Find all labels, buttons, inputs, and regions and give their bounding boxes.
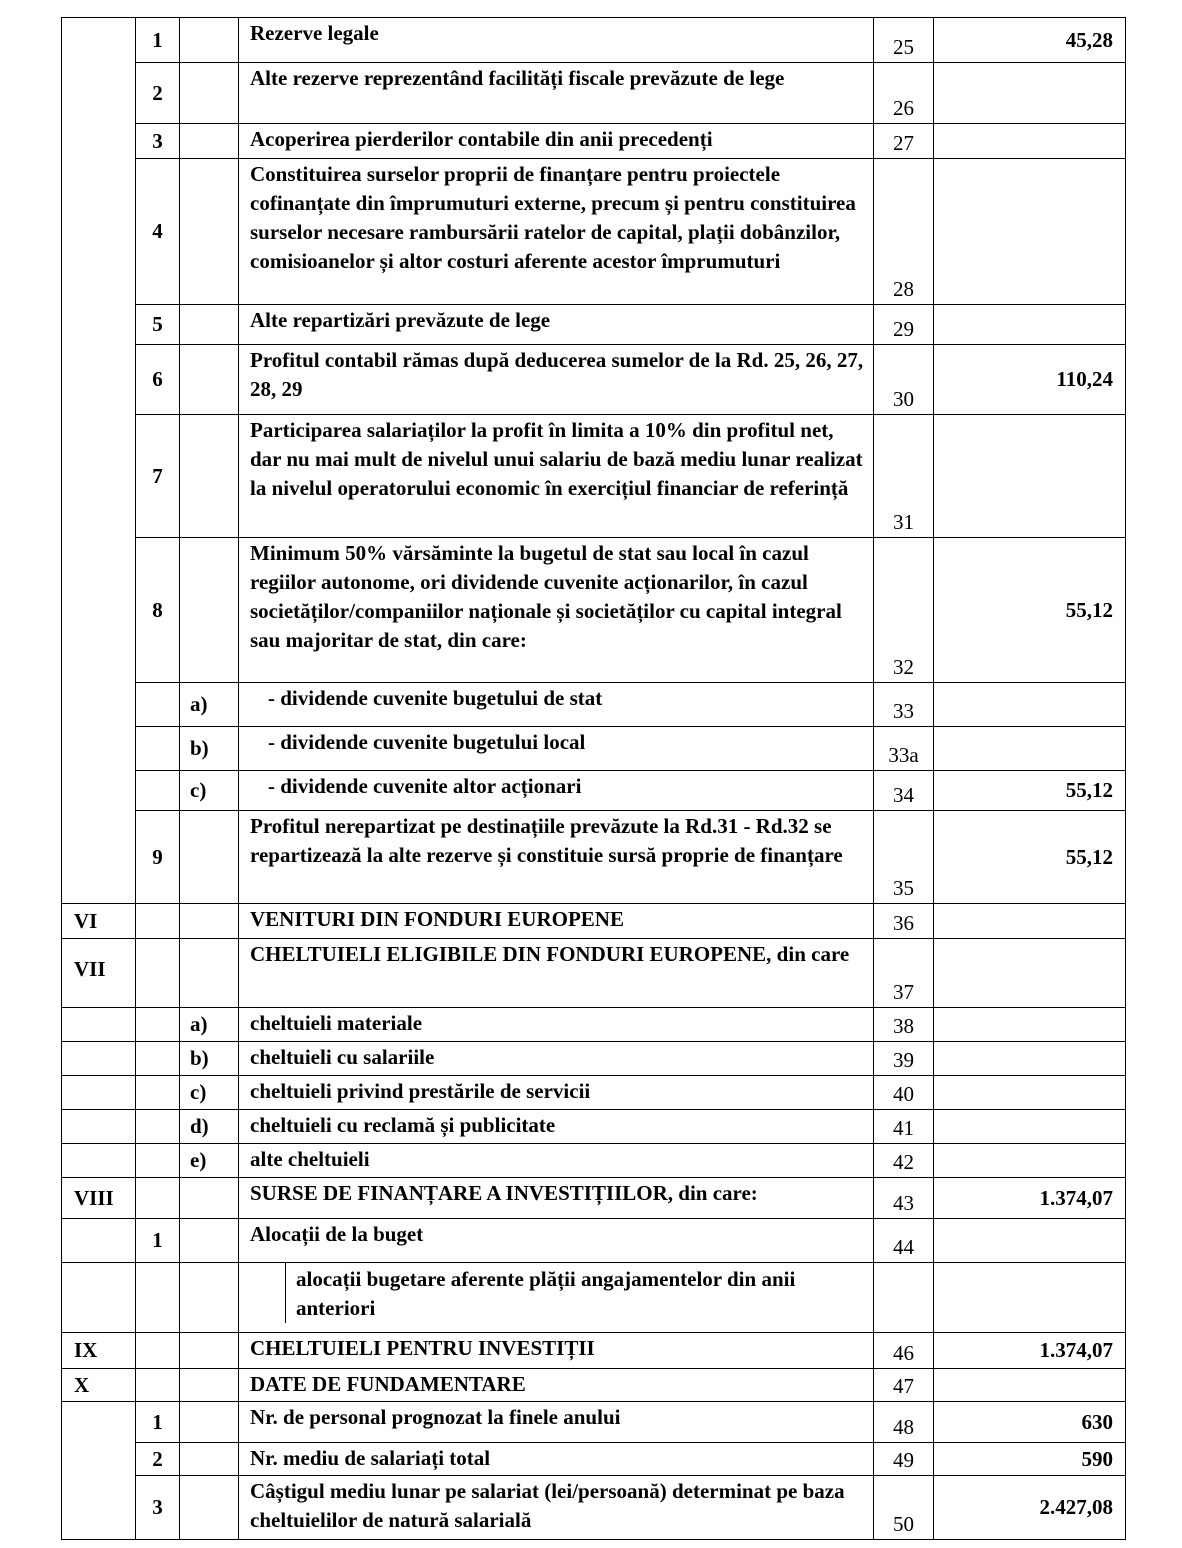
sub-letter: b) xyxy=(180,727,239,771)
row-code: 48 xyxy=(874,1402,934,1443)
item-description: Profitul nerepartizat pe destinațiile prevăzute la Rd.31 - Rd.32 se repartizează la alte rezerve și constituie sursă proprie de finanțare xyxy=(239,811,874,904)
item-description-text: - dividende cuvenite bugetului de stat xyxy=(268,686,603,710)
item-description: Alte repartizări prevăzute de lege xyxy=(239,305,874,345)
item-description: cheltuieli cu salariile xyxy=(239,1042,874,1076)
table-row xyxy=(62,1042,1126,1076)
item-value xyxy=(934,939,1126,1008)
item-description: Alte rezerve reprezentând facilități fiscale prevăzute de lege xyxy=(239,63,874,124)
table-row xyxy=(62,1219,1126,1263)
section-roman: X xyxy=(62,1369,136,1402)
sub-letter xyxy=(180,415,239,538)
table-row xyxy=(62,415,1126,538)
item-description: alte cheltuieli xyxy=(239,1144,874,1178)
row-code: 33 xyxy=(874,683,934,727)
table-row xyxy=(62,1178,1126,1219)
item-value xyxy=(934,1110,1126,1144)
item-description-text: - dividende cuvenite altor acționari xyxy=(268,774,582,798)
item-number: 3 xyxy=(136,1476,180,1540)
row-code: 31 xyxy=(874,415,934,538)
table-row xyxy=(62,1333,1126,1369)
item-value xyxy=(934,727,1126,771)
sub-letter: c) xyxy=(180,771,239,811)
item-number xyxy=(136,771,180,811)
item-number xyxy=(136,1144,180,1178)
sub-letter xyxy=(180,124,239,159)
row-code: 36 xyxy=(874,904,934,939)
section-roman xyxy=(62,1144,136,1178)
item-number xyxy=(136,1369,180,1402)
table-row xyxy=(62,1076,1126,1110)
item-number: 1 xyxy=(136,1219,180,1263)
item-value xyxy=(934,124,1126,159)
row-code: 32 xyxy=(874,538,934,683)
section-cell xyxy=(62,1402,136,1540)
section-roman xyxy=(62,1076,136,1110)
row-code: 25 xyxy=(874,18,934,63)
sub-letter: a) xyxy=(180,1008,239,1042)
item-value xyxy=(934,159,1126,305)
sub-letter xyxy=(180,305,239,345)
row-code: 26 xyxy=(874,63,934,124)
table-row xyxy=(62,904,1126,939)
table-row xyxy=(62,1008,1126,1042)
item-number: 2 xyxy=(136,63,180,124)
item-value xyxy=(934,1042,1126,1076)
item-number xyxy=(136,1008,180,1042)
row-code: 43 xyxy=(874,1178,934,1219)
section-roman xyxy=(62,1219,136,1263)
item-value: 45,28 xyxy=(934,18,1126,63)
item-value: 1.374,07 xyxy=(934,1333,1126,1369)
item-description: cheltuieli materiale xyxy=(239,1008,874,1042)
item-value xyxy=(934,1076,1126,1110)
sub-letter xyxy=(180,18,239,63)
item-value xyxy=(934,1008,1126,1042)
item-number xyxy=(136,1076,180,1110)
item-number: 6 xyxy=(136,345,180,415)
item-description: Participarea salariaților la profit în limita a 10% din profitul net, dar nu mai mult de nivelul unui salariu de bază mediu lunar realizat la nivelul operatorului economic în exercițiul financiar de referință xyxy=(239,415,874,538)
table-row xyxy=(62,63,1126,124)
item-value xyxy=(934,305,1126,345)
table-row xyxy=(62,159,1126,305)
item-description xyxy=(239,727,874,771)
item-number xyxy=(136,727,180,771)
table-row xyxy=(62,1369,1126,1402)
item-number: 1 xyxy=(136,18,180,63)
sub-letter xyxy=(180,538,239,683)
table-row xyxy=(62,811,1126,904)
row-code: 46 xyxy=(874,1333,934,1369)
row-code: 47 xyxy=(874,1369,934,1402)
table-row xyxy=(62,771,1126,811)
row-code xyxy=(874,1263,934,1333)
item-description: CHELTUIELI ELIGIBILE DIN FONDURI EUROPENE, din care xyxy=(239,939,874,1008)
item-value xyxy=(934,415,1126,538)
table-row xyxy=(62,1443,1126,1476)
table-row xyxy=(62,538,1126,683)
item-number: 1 xyxy=(136,1402,180,1443)
item-value xyxy=(934,1369,1126,1402)
section-roman xyxy=(62,1263,136,1333)
item-number xyxy=(136,1178,180,1219)
sub-letter xyxy=(180,159,239,305)
item-description: cheltuieli privind prestările de servicii xyxy=(239,1076,874,1110)
table-row xyxy=(62,1402,1126,1443)
table-row xyxy=(62,1263,1126,1333)
item-value: 590 xyxy=(934,1443,1126,1476)
row-code: 30 xyxy=(874,345,934,415)
item-value: 55,12 xyxy=(934,538,1126,683)
item-number: 3 xyxy=(136,124,180,159)
table-row xyxy=(62,1144,1126,1178)
table-row xyxy=(62,124,1126,159)
row-code: 42 xyxy=(874,1144,934,1178)
row-code: 50 xyxy=(874,1476,934,1540)
section-roman: VIII xyxy=(62,1178,136,1219)
row-code: 34 xyxy=(874,771,934,811)
row-code: 28 xyxy=(874,159,934,305)
item-description xyxy=(239,771,874,811)
item-number xyxy=(136,1110,180,1144)
item-value xyxy=(934,1263,1126,1333)
item-description: Câștigul mediu lunar pe salariat (lei/persoană) determinat pe baza cheltuielilor de natură salarială xyxy=(239,1476,874,1540)
sub-letter: e) xyxy=(180,1144,239,1178)
item-description: Nr. mediu de salariați total xyxy=(239,1443,874,1476)
table-row xyxy=(62,683,1126,727)
item-number xyxy=(136,1333,180,1369)
item-number: 8 xyxy=(136,538,180,683)
item-number: 9 xyxy=(136,811,180,904)
section-roman xyxy=(62,1110,136,1144)
row-code: 33a xyxy=(874,727,934,771)
sub-letter: b) xyxy=(180,1042,239,1076)
sub-letter: d) xyxy=(180,1110,239,1144)
item-value: 110,24 xyxy=(934,345,1126,415)
section-roman: IX xyxy=(62,1333,136,1369)
item-description: SURSE DE FINANȚARE A INVESTIȚIILOR, din care: xyxy=(239,1178,874,1219)
sub-letter xyxy=(180,1369,239,1402)
sub-letter xyxy=(180,904,239,939)
item-description xyxy=(239,683,874,727)
item-value: 2.427,08 xyxy=(934,1476,1126,1540)
item-description: cheltuieli cu reclamă și publicitate xyxy=(239,1110,874,1144)
item-number xyxy=(136,904,180,939)
row-code: 49 xyxy=(874,1443,934,1476)
item-description xyxy=(239,1263,874,1333)
sub-letter: a) xyxy=(180,683,239,727)
item-value xyxy=(934,63,1126,124)
item-description: Rezerve legale xyxy=(239,18,874,63)
item-number xyxy=(136,683,180,727)
item-value xyxy=(934,683,1126,727)
item-value: 55,12 xyxy=(934,811,1126,904)
item-value xyxy=(934,1219,1126,1263)
row-code: 37 xyxy=(874,939,934,1008)
sub-letter xyxy=(180,1219,239,1263)
sub-letter xyxy=(180,1333,239,1369)
nested-description xyxy=(239,1263,873,1323)
section-cell xyxy=(62,18,136,904)
section-roman xyxy=(62,1042,136,1076)
table-row xyxy=(62,1110,1126,1144)
row-code: 27 xyxy=(874,124,934,159)
item-value: 630 xyxy=(934,1402,1126,1443)
sub-letter xyxy=(180,1443,239,1476)
item-value xyxy=(934,904,1126,939)
table-row xyxy=(62,18,1126,63)
item-description: DATE DE FUNDAMENTARE xyxy=(239,1369,874,1402)
row-code: 29 xyxy=(874,305,934,345)
section-roman: VI xyxy=(62,904,136,939)
item-number xyxy=(136,1263,180,1333)
item-description: Constituirea surselor proprii de finanțare pentru proiectele cofinanțate din împrumuturi externe, precum și pentru constituirea surselor necesare rambursării ratelor de capital, plații dobânzilor, comisioanelor și altor costuri aferente acestor împrumuturi xyxy=(239,159,874,305)
table-row xyxy=(62,727,1126,771)
sub-letter xyxy=(180,1476,239,1540)
sub-letter: c) xyxy=(180,1076,239,1110)
table-row xyxy=(62,345,1126,415)
budget-table xyxy=(61,17,1126,1540)
item-number xyxy=(136,939,180,1008)
row-code: 39 xyxy=(874,1042,934,1076)
item-description: VENITURI DIN FONDURI EUROPENE xyxy=(239,904,874,939)
item-number: 2 xyxy=(136,1443,180,1476)
table-row xyxy=(62,305,1126,345)
item-description: CHELTUIELI PENTRU INVESTIȚII xyxy=(239,1333,874,1369)
item-description: Profitul contabil rămas după deducerea sumelor de la Rd. 25, 26, 27, 28, 29 xyxy=(239,345,874,415)
sub-letter xyxy=(180,811,239,904)
item-description: Minimum 50% vărsăminte la bugetul de stat sau local în cazul regiilor autonome, ori dividende cuvenite acționarilor, în cazul societăților/companiilor naționale și societăților cu capital integral sau majoritar de stat, din care: xyxy=(239,538,874,683)
item-number xyxy=(136,1042,180,1076)
nested-indent-cell xyxy=(239,1263,286,1323)
item-description-text: - dividende cuvenite bugetului local xyxy=(268,730,586,754)
section-roman xyxy=(62,1008,136,1042)
table-row xyxy=(62,1476,1126,1540)
sub-letter xyxy=(180,345,239,415)
nested-description-text: alocații bugetare aferente plății angajamentelor din anii anteriori xyxy=(296,1267,796,1320)
sub-letter xyxy=(180,1402,239,1443)
item-value xyxy=(934,1144,1126,1178)
row-code: 41 xyxy=(874,1110,934,1144)
sub-letter xyxy=(180,63,239,124)
sub-letter xyxy=(180,1178,239,1219)
row-code: 35 xyxy=(874,811,934,904)
item-value: 55,12 xyxy=(934,771,1126,811)
table-row xyxy=(62,939,1126,1008)
item-description: Alocații de la buget xyxy=(239,1219,874,1263)
section-roman: VII xyxy=(62,939,136,1008)
sub-letter xyxy=(180,1263,239,1333)
item-description: Nr. de personal prognozat la finele anului xyxy=(239,1402,874,1443)
item-value: 1.374,07 xyxy=(934,1178,1126,1219)
item-number: 7 xyxy=(136,415,180,538)
item-number: 4 xyxy=(136,159,180,305)
item-description: Acoperirea pierderilor contabile din anii precedenți xyxy=(239,124,874,159)
sub-letter xyxy=(180,939,239,1008)
row-code: 44 xyxy=(874,1219,934,1263)
item-number: 5 xyxy=(136,305,180,345)
row-code: 38 xyxy=(874,1008,934,1042)
row-code: 40 xyxy=(874,1076,934,1110)
